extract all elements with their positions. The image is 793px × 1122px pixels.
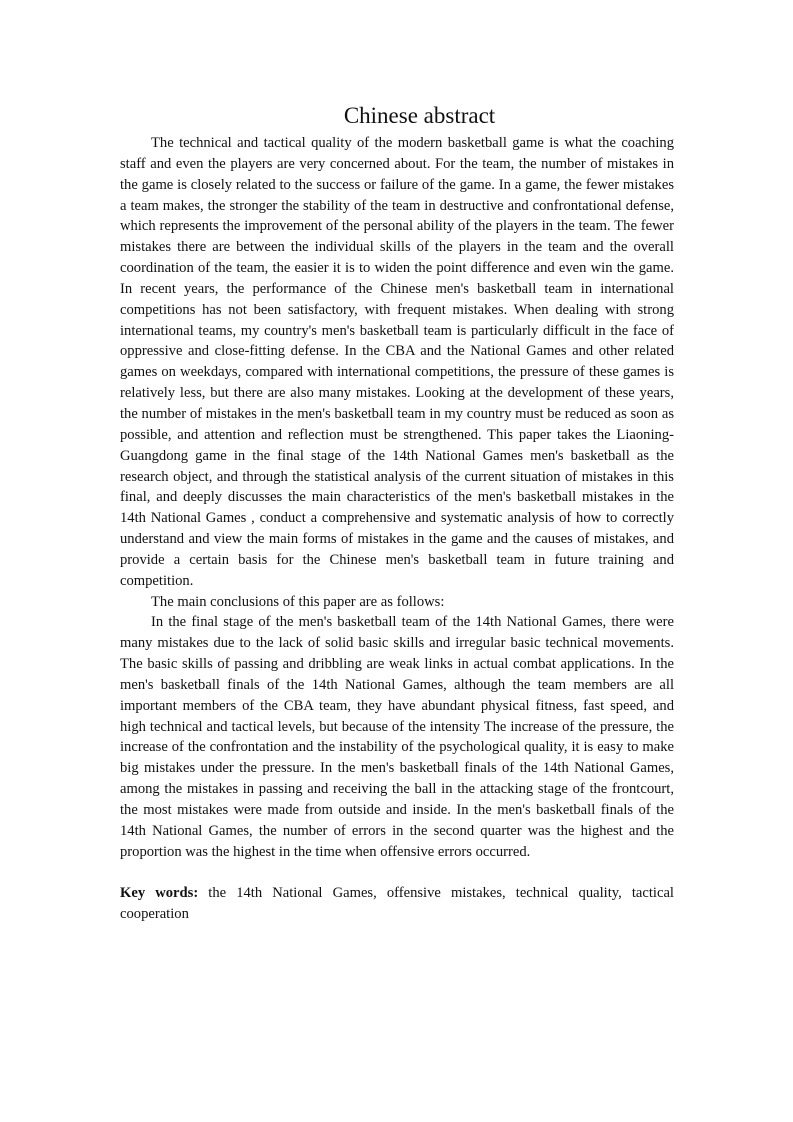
keywords-line (120, 883, 674, 925)
abstract-title: Chinese abstract (343, 103, 496, 128)
conclusions-paragraph: In the final stage of the men's basketball team of the 14th National Games, there were many mistakes due to the lack of solid basic skills and irregular basic technical movements. The basic skills of passing and dribbling are weak links in actual combat applications. In the men's basketball finals of the 14th National Games, although the team members are all important members of the CBA team, they have abundant physical fitness, fast speed, and high technical and tactical levels, but because of the intensity The increase of the pressure, the increase of the confrontation and the instability of the psychological quality, it is easy to make big mistakes under the pressure. In the men's basketball finals of the 14th National Games, among the mistakes in passing and receiving the ball in the attacking stage of the frontcourt, the most mistakes were made from outside and inside. In the men's basketball finals of the 14th National Games, the number of errors in the second quarter was the highest and the proportion was the highest in the time when offensive errors occurred. (120, 614, 674, 860)
document-page (120, 101, 674, 925)
keywords-label: Key words: (120, 885, 199, 902)
abstract-paragraph-1: The technical and tactical quality of the modern basketball game is what the coaching staff and even the players are very concerned about. For the team, the number of mistakes in the game is closely related to the success or failure of the game. In a game, the fewer mistakes a team makes, the stronger the stability of the team in destructive and confrontational defense, which represents the improvement of the personal ability of the players in the team. The fewer mistakes there are between the individual skills of the players in the team and the overall coordination of the team, the easier it is to widen the point difference and even win the game. In recent years, the performance of the Chinese men's basketball team in international competitions has not been satisfactory, with frequent mistakes. When dealing with strong international teams, my country's men's basketball team is particularly difficult in the face of oppressive and close-fitting defense. In the CBA and the National Games and other related games on weekdays, compared with international competitions, the pressure of these games is relatively less, but there are also many mistakes. Looking at the development of these years, the number of mistakes in the men's basketball team in my country must be reduced as soon as possible, and attention and reflection must be strengthened. This paper takes the Liaoning-Guangdong game in the final stage of the 14th National Games men's basketball as the research object, and through the statistical analysis of the current situation of mistakes in this final, and deeply discusses the main characteristics of the men's basketball mistakes in the 14th National Games , conduct a comprehensive and systematic analysis of how to correctly understand and view the main forms of mistakes in the game and the causes of mistakes, and provide a certain basis for the Chinese men's basketball team in future training and competition. (120, 135, 674, 589)
conclusions-intro: The main conclusions of this paper are as follows: (151, 593, 445, 610)
keywords-text: the 14th National Games, offensive mistakes, technical quality, tactical cooperation (120, 885, 674, 923)
